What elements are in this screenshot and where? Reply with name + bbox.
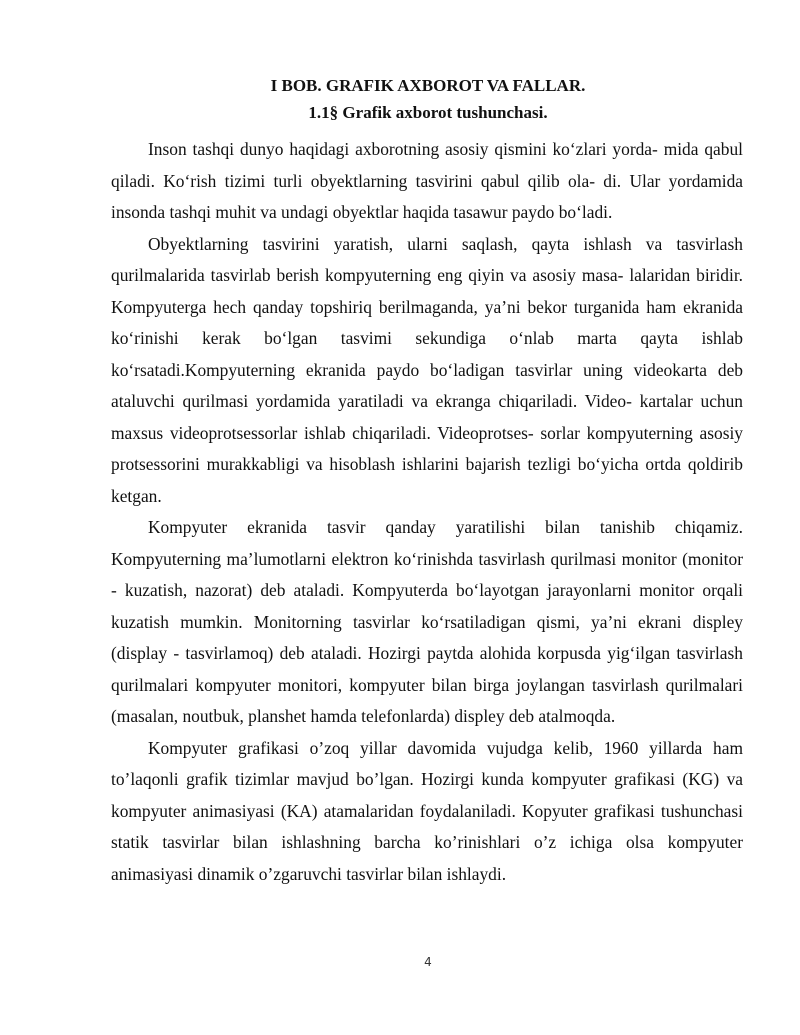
- paragraph-3: Kompyuter ekranida tasvir qanday yaratilishi bilan tanishib chiqamiz. Kompyuterning ma’lumotlarni elektron ko‘rinishda tasvirlash qurilmasi monitor (monitor - kuzatish, nazorat) deb ataladi. Kompyuterda bo‘layotgan jarayonlarni monitor orqali kuzatish mumkin. Monitorning tasvirlar ko‘rsatiladigan qismi, ya’ni ekrani displey (display - tasvirlamoq) deb ataladi. Hozirgi paytda alohida korpusda yig‘ilgan tasvirlash qurilmalari kompyuter monitori, kompyuter bilan birga joylangan tasvirlash qurilmalari (masalan, noutbuk, planshet hamda telefonlarda) displey deb atalmoqda.: [111, 517, 743, 726]
- body-text: [111, 134, 743, 890]
- paragraph-2: Obyektlarning tasvirini yaratish, ularni saqlash, qayta ishlash va tasvirlash qurilmalarida tasvirlab berish kompyuterning eng qiyin va asosiy masa- lalaridan biridir. Kompyuterga hech qanday topshiriq berilmaganda, ya’ni bekor turganida ham ekranida ko‘rinishi kerak bo‘lgan tasvimi sekundiga o‘nlab marta qayta ishlab ko‘rsatadi.Kompyuterning ekranida paydo bo‘ladigan tasvirlar uning videokarta deb ataluvchi qurilmasi yordamida yaratiladi va ekranga chiqariladi. Video- kartalar uchun maxsus videoprotsessorlar ishlab chiqariladi. Videoprotses- sorlar kompyuterning asosiy protsessorini murakkabligi va hisoblash ishlarini bajarish tezligi bo‘yicha ortda qoldirib ketgan.: [111, 233, 743, 506]
- section-title: 1.1§ Grafik axborot tushunchasi.: [308, 103, 548, 122]
- paragraph-1: Inson tashqi dunyo haqidagi axborotning asosiy qismini ko‘zlari yorda- mida qabul qiladi. Ko‘rish tizimi turli obyektlarning tasvirini qabul qilib ola- di. Ular yordamida insonda tashqi muhit va undagi obyektlar haqida tasawur paydo bo‘ladi.: [111, 139, 743, 222]
- page-number: 4: [424, 955, 432, 969]
- chapter-title: I BOB. GRAFIK AXBOROT VA FALLAR.: [270, 76, 586, 95]
- paragraph-4: Kompyuter grafikasi o’zoq yillar davomida vujudga kelib, 1960 yillarda ham to’laqonli grafik tizimlar mavjud bo’lgan. Hozirgi kunda kompyuter grafikasi (KG) va kompyuter animasiyasi (KA) atamalaridan foydalaniladi. Kopyuter grafikasi tushunchasi statik tasvirlar bilan ishlashning barcha ko’rinishlari o’z ichiga olsa kompyuter animasiyasi dinamik o’zgaruvchi tasvirlar bilan ishlaydi.: [111, 737, 743, 884]
